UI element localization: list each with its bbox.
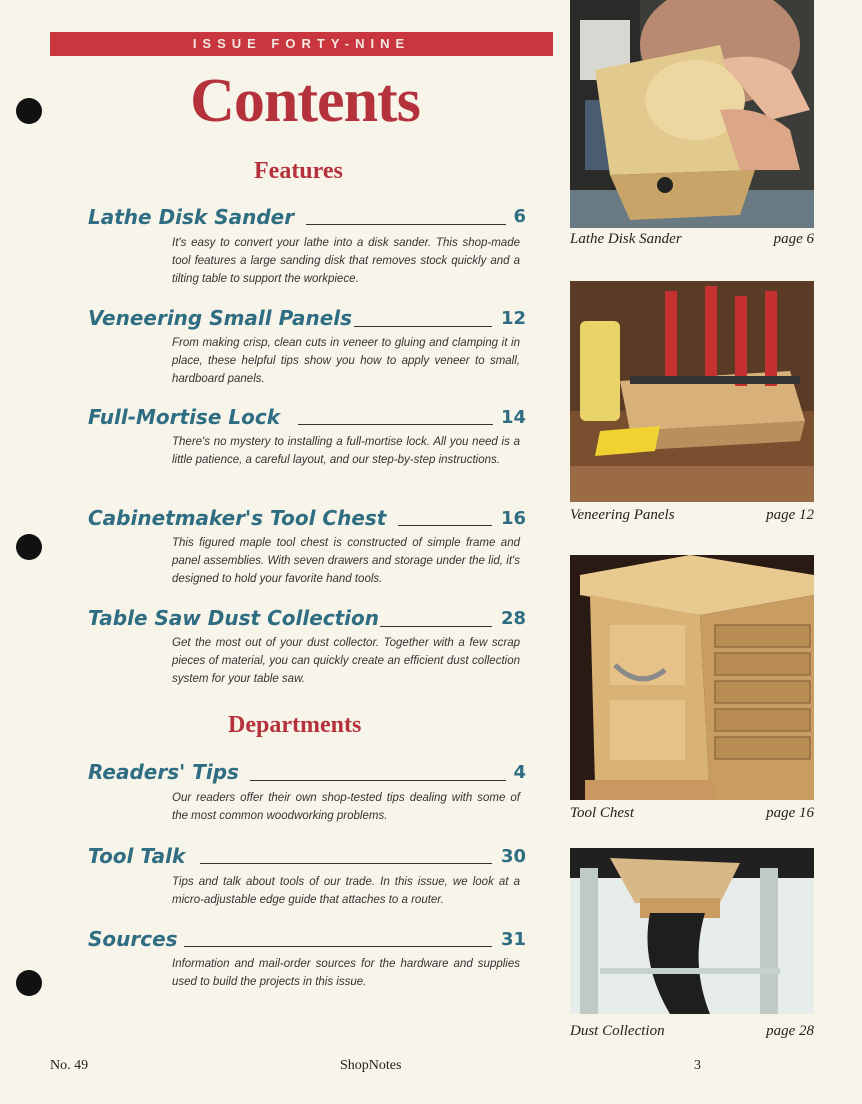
entry-title-tool-talk[interactable]: Tool Talk — [88, 844, 186, 868]
leader-rule — [354, 326, 492, 327]
binder-hole-1 — [16, 98, 42, 124]
entry-description: Tips and talk about tools of our trade. In this issue, we look at a micro-adjustable edge guide that attaches to a router. — [172, 876, 520, 906]
photo-caption — [570, 231, 814, 248]
binder-hole-3 — [16, 970, 42, 996]
tool-chest-photo — [570, 555, 814, 800]
entry-description: It's easy to convert your lathe into a disk sander. This shop-made tool features a large sanding disk that removes stock quickly and a tilting table to support the workpiece. — [172, 237, 520, 285]
photo-caption-title: Veneering Panels — [570, 507, 675, 523]
photo-caption — [570, 507, 814, 524]
entry-page-number[interactable]: 4 — [513, 762, 526, 783]
photo-caption-title: Dust Collection — [570, 1023, 665, 1039]
photo-caption — [570, 1023, 814, 1040]
entry-page-number[interactable]: 16 — [500, 508, 526, 529]
entry-title-veneering-small-panels[interactable]: Veneering Small Panels — [88, 306, 353, 330]
photo-caption-page: page 6 — [773, 231, 814, 247]
dust-collection-photo — [570, 848, 814, 1014]
entry-title-cabinetmakers-tool-chest[interactable]: Cabinetmaker's Tool Chest — [88, 506, 387, 530]
entry-title-sources[interactable]: Sources — [88, 927, 178, 951]
entry-page-number[interactable]: 31 — [500, 929, 526, 950]
footer-issue-number: No. 49 — [50, 1058, 89, 1073]
entry-page-number[interactable]: 6 — [513, 206, 526, 227]
entry-description: Get the most out of your dust collector. Together with a few scrap pieces of material, you can quickly create an efficient dust collection system for your table saw. — [172, 637, 520, 685]
lathe-disk-sander-photo — [570, 0, 814, 228]
leader-rule — [398, 525, 492, 526]
features-heading: Features — [254, 158, 343, 184]
entry-description: This figured maple tool chest is constructed of simple frame and panel assemblies. With seven drawers and storage under the lid, it's designed to hold your favorite hand tools. — [172, 537, 520, 585]
leader-rule — [380, 626, 492, 627]
leader-rule — [184, 946, 492, 947]
entry-description: Our readers offer their own shop-tested tips dealing with some of the most common woodworking problems. — [172, 792, 520, 822]
departments-heading: Departments — [228, 712, 362, 738]
photo-caption-page: page 16 — [766, 805, 814, 821]
photo-caption-title: Tool Chest — [570, 805, 635, 821]
entry-page-number[interactable]: 28 — [500, 608, 526, 629]
entry-page-number[interactable]: 30 — [500, 846, 526, 867]
binder-hole-2 — [16, 534, 42, 560]
entry-page-number[interactable]: 12 — [500, 308, 526, 329]
photo-caption-title: Lathe Disk Sander — [570, 231, 682, 247]
photo-caption-page: page 28 — [766, 1023, 814, 1039]
entry-description: There's no mystery to installing a full-mortise lock. All you need is a little patience, a careful layout, and our step-by-step instructions. — [172, 436, 520, 466]
entry-description: From making crisp, clean cuts in veneer to gluing and clamping it in place, these helpful tips show you how to apply veneer to small, hardboard panels. — [172, 337, 520, 385]
entry-description: Information and mail-order sources for the hardware and supplies used to build the projects in this issue. — [172, 958, 520, 988]
issue-banner: ISSUE FORTY-NINE — [50, 32, 553, 56]
entry-title-table-saw-dust-collection[interactable]: Table Saw Dust Collection — [88, 606, 380, 630]
footer-magazine-name: ShopNotes — [340, 1058, 402, 1073]
entry-title-full-mortise-lock[interactable]: Full-Mortise Lock — [88, 405, 280, 429]
leader-rule — [306, 224, 506, 225]
leader-rule — [200, 863, 492, 864]
entry-title-readers-tips[interactable]: Readers' Tips — [88, 760, 239, 784]
veneering-panels-photo — [570, 281, 814, 502]
page-title: Contents — [190, 67, 420, 135]
footer-page-number: 3 — [694, 1058, 701, 1073]
leader-rule — [250, 780, 506, 781]
leader-rule — [298, 424, 493, 425]
photo-caption-page: page 12 — [766, 507, 814, 523]
photo-caption — [570, 805, 814, 822]
entry-page-number[interactable]: 14 — [500, 407, 526, 428]
entry-title-lathe-disk-sander[interactable]: Lathe Disk Sander — [88, 205, 295, 229]
